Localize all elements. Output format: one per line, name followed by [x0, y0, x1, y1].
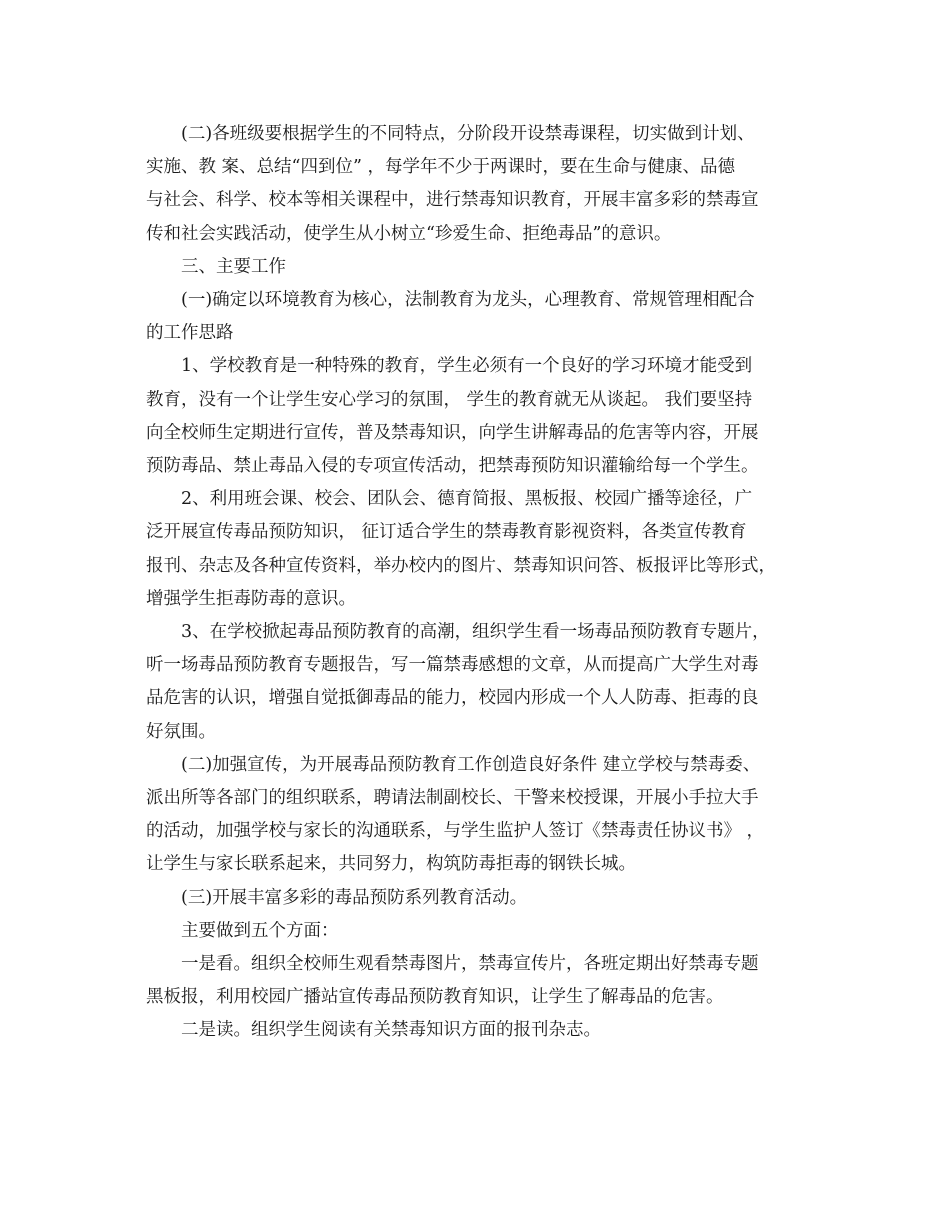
- text-line: (三)开展丰富多彩的毒品预防系列教育活动。: [181, 887, 528, 908]
- text-line: 品危害的认识，增强自觉抵御毒品的能力，校园内形成一个人人防毒、拒毒的良: [146, 688, 759, 709]
- text-line: 预防毒品、禁止毒品入侵的专项宣传活动，把禁毒预防知识灌输给每一个学生。: [146, 456, 759, 477]
- text-line: 派出所等各部门的组织联系，聘请法制副校长、干警来校授课，开展小手拉大手: [146, 788, 759, 809]
- text-line: 与社会、科学、校本等相关课程中，进行禁毒知识教育，开展丰富多彩的禁毒宣: [146, 190, 759, 211]
- text-line: 的活动，加强学校与家长的沟通联系，与学生监护人签订《禁毒责任协议书》 ，: [146, 821, 765, 842]
- document-body: [146, 118, 804, 1048]
- paragraph: [146, 483, 804, 616]
- text-line: 二是读。组织学生阅读有关禁毒知识方面的报刊杂志。: [181, 1020, 601, 1041]
- paragraph: [146, 948, 804, 1014]
- text-line: 听一场毒品预防教育专题报告，写一篇禁毒感想的文章，从而提高广大学生对毒: [146, 655, 759, 676]
- text-line: 黑板报，利用校园广播站宣传毒品预防教育知识，让学生了解毒品的危害。: [146, 987, 724, 1008]
- paragraph: [146, 118, 804, 251]
- text-line: 三、主要工作: [181, 256, 286, 277]
- text-line: 实施、教 案、总结“四到位” ，每学年不少于两课时，要在生命与健康、品德: [146, 157, 736, 178]
- paragraph: [146, 882, 804, 915]
- text-line: 报刊、杂志及各种宣传资料，举办校内的图片、禁毒知识问答、板报评比等形式，: [146, 555, 776, 576]
- text-line: 泛开展宣传毒品预防知识， 征订适合学生的禁毒教育影视资料，各类宣传教育: [146, 522, 747, 543]
- paragraph: [146, 1014, 804, 1047]
- text-line: 3、在学校掀起毒品预防教育的高潮，组织学生看一场毒品预防教育专题片，: [181, 622, 770, 643]
- text-line: 2、利用班会课、校会、团队会、德育简报、黑板报、校园广播等途径，广: [181, 489, 753, 510]
- text-line: 传和社会实践活动，使学生从小树立“珍爱生命、拒绝毒品”的意识。: [146, 223, 672, 244]
- text-line: 的工作思路: [146, 323, 234, 344]
- text-line: (一)确定以环境教育为核心，法制教育为龙头，心理教育、常规管理相配合: [181, 290, 755, 311]
- text-line: 主要做到五个方面：: [181, 920, 339, 941]
- text-line: (二)加强宣传，为开展毒品预防教育工作创造良好条件 建立学校与禁毒委、: [181, 754, 761, 775]
- text-line: 1、学校教育是一种特殊的教育，学生必须有一个良好的学习环境才能受到: [181, 356, 753, 377]
- text-line: 一是看。组织全校师生观看禁毒图片，禁毒宣传片，各班定期出好禁毒专题: [181, 954, 759, 975]
- text-line: 增强学生拒毒防毒的意识。: [146, 588, 356, 609]
- text-line: 好氛围。: [146, 721, 216, 742]
- paragraph: [146, 616, 804, 749]
- text-line: (二)各班级要根据学生的不同特点，分阶段开设禁毒课程，切实做到计划、: [181, 124, 755, 144]
- paragraph: [146, 749, 804, 882]
- text-line: 教育，没有一个让学生安心学习的氛围， 学生的教育就无从谈起。 我们要坚持: [146, 389, 753, 410]
- text-line: 向全校师生定期进行宣传，普及禁毒知识，向学生讲解毒品的危害等内容，开展: [146, 422, 759, 443]
- paragraph: [146, 350, 804, 483]
- paragraph: [146, 284, 804, 350]
- text-line: 让学生与家长联系起来，共同努力，构筑防毒拒毒的钢铁长城。: [146, 854, 636, 875]
- paragraph: [146, 251, 804, 284]
- paragraph: [146, 915, 804, 948]
